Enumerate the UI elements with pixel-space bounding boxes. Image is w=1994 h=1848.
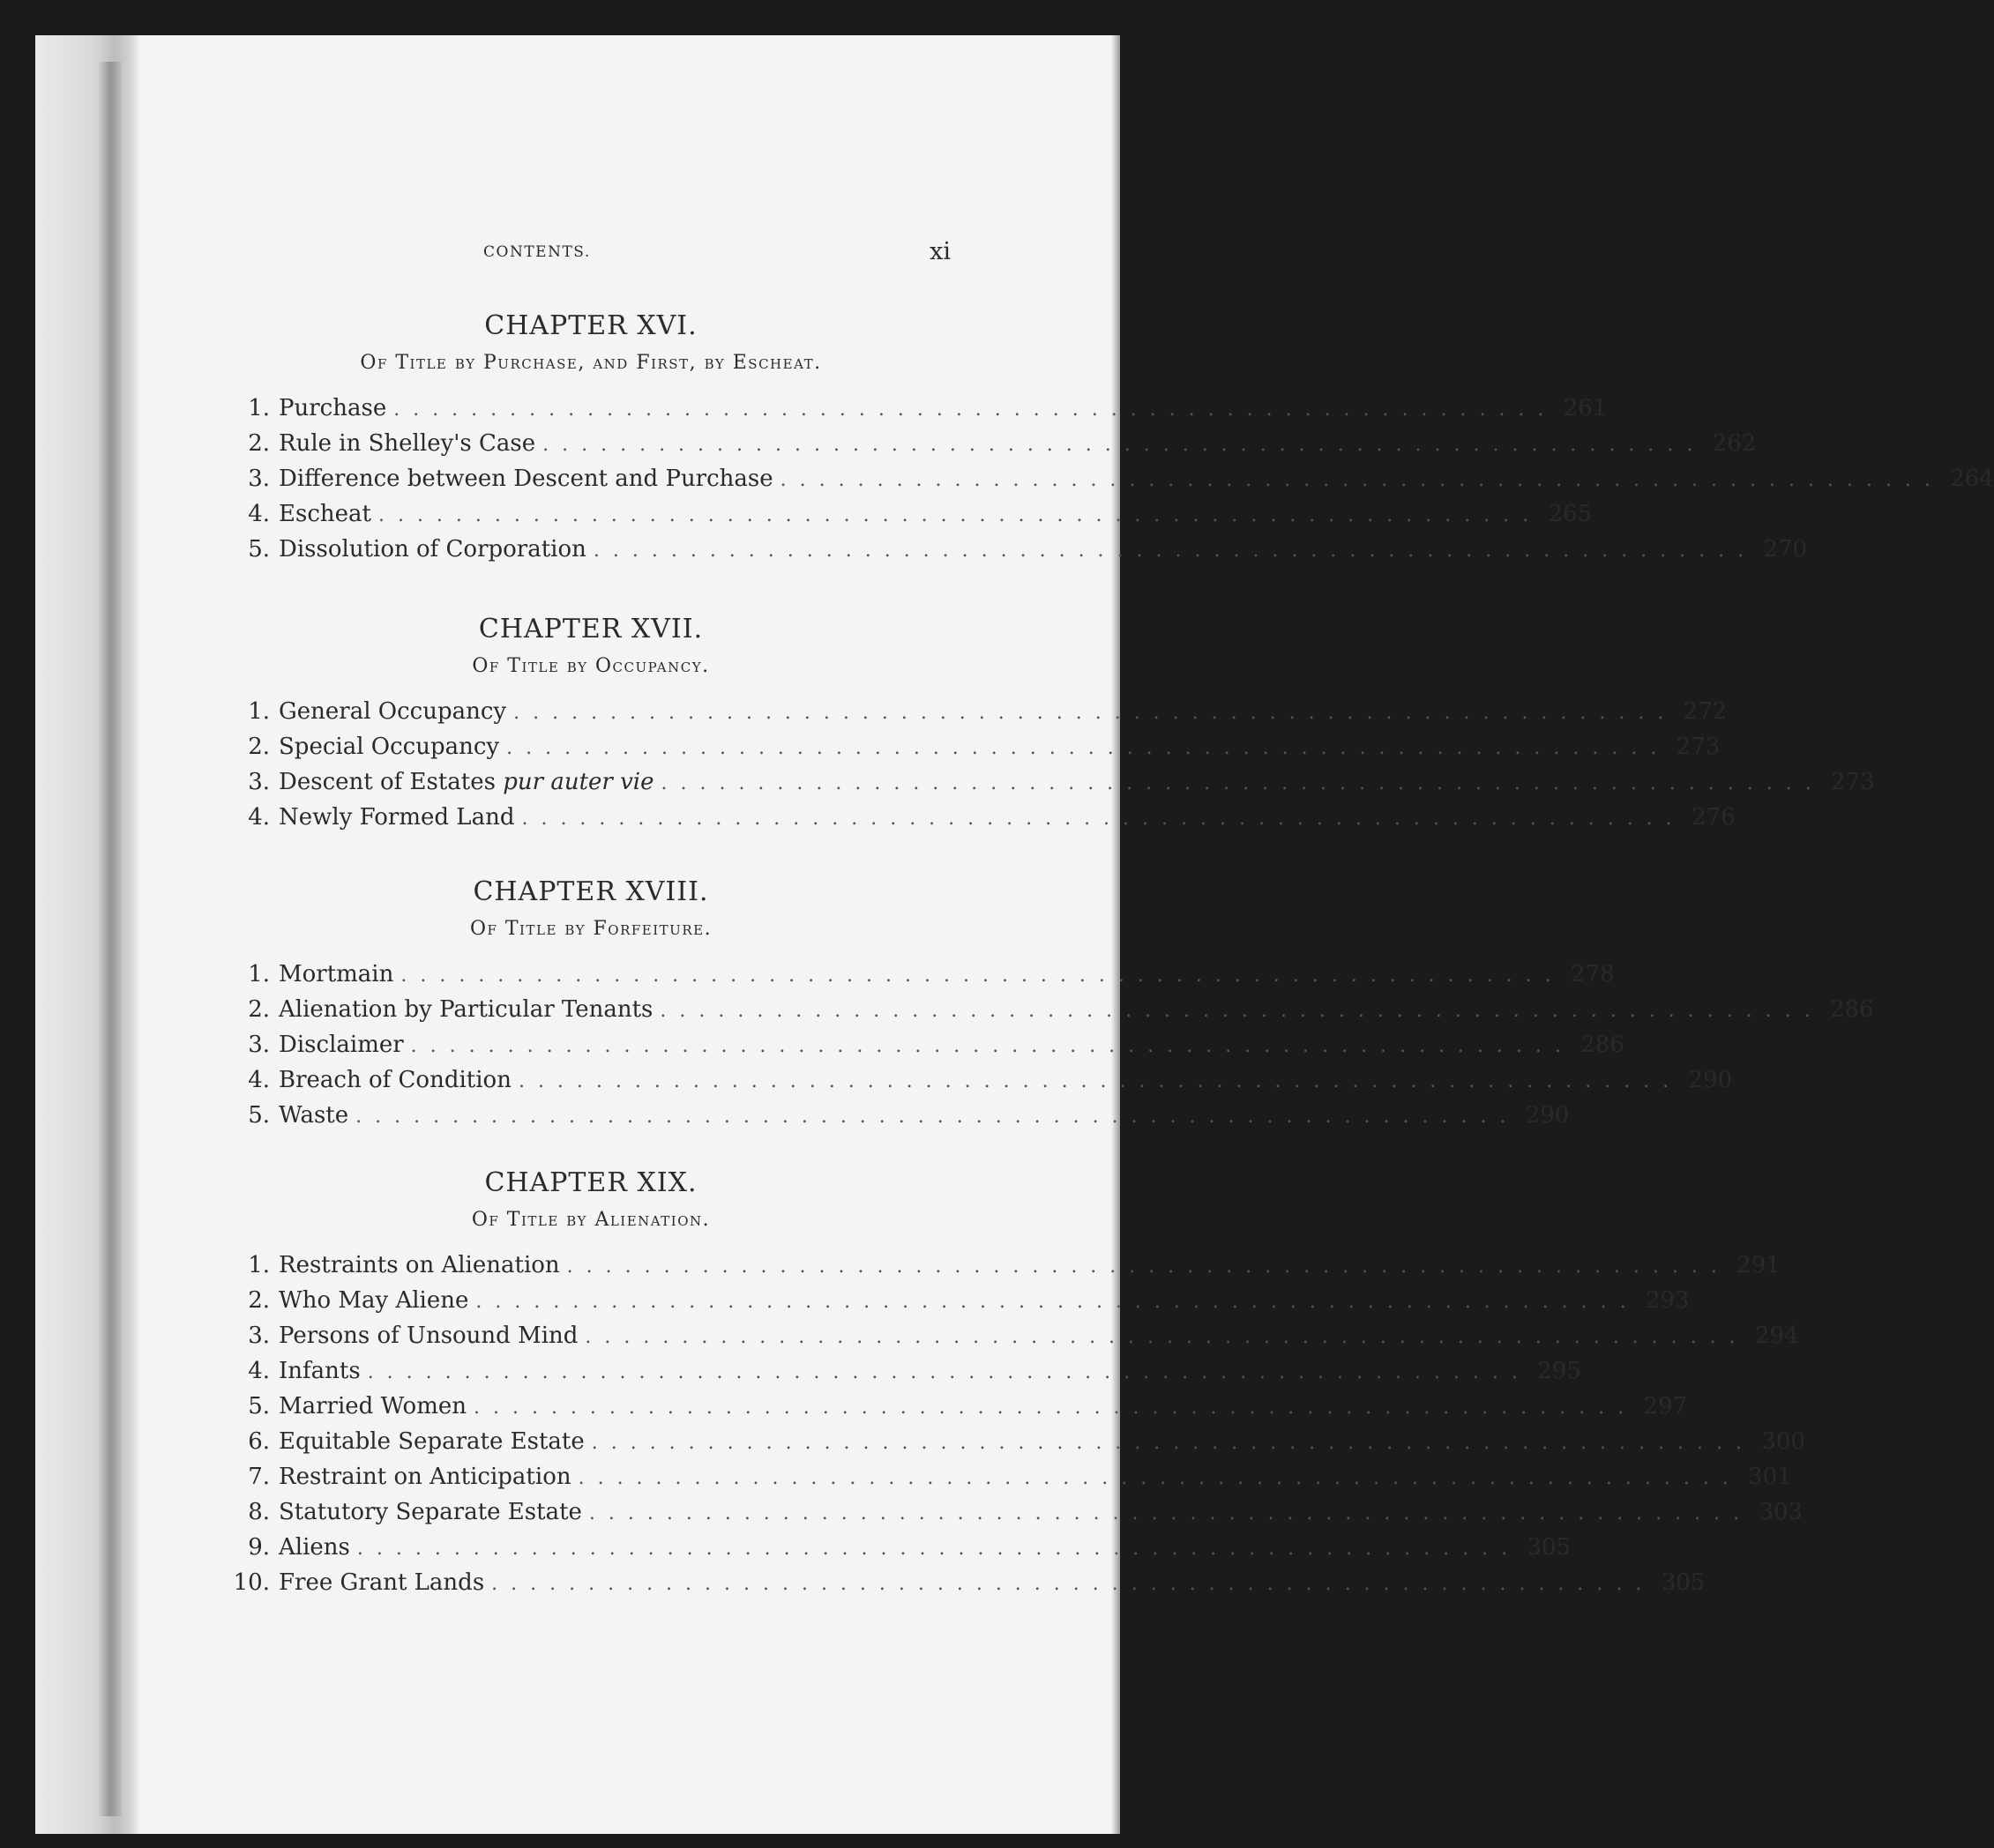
entry-page: 286 bbox=[1829, 996, 1874, 1023]
chapter-subtitle: Of Title by Purchase, and First, by Escheat. bbox=[360, 352, 822, 374]
dot-leader: . . . . . . . . . . . . . . . . . . . . . . . . . . . . . . . . . . . . . . . . . . . . . . . . . . . . . . . . . . . . bbox=[660, 1000, 1814, 1022]
entry-title: Statutory Separate Estate bbox=[279, 1499, 582, 1525]
dot-leader: . . . . . . . . . . . . . . . . . . . . . . . . . . . . . . . . . . . . . . . . . . . . . . . . . . . . . . . . . . . . bbox=[400, 965, 1555, 987]
entry-number: 4. bbox=[248, 1067, 270, 1093]
entry-number: 5. bbox=[248, 1102, 270, 1129]
running-head bbox=[483, 236, 951, 272]
chapter-subtitle: Of Title by Alienation. bbox=[471, 1209, 711, 1231]
toc-entry bbox=[220, 734, 1721, 769]
toc-entry bbox=[220, 769, 1875, 804]
toc-list bbox=[220, 961, 1874, 1137]
entry-page: 305 bbox=[1661, 1569, 1706, 1596]
entry-page: 273 bbox=[1676, 734, 1721, 760]
chapter-heading: CHAPTER XVI. bbox=[484, 310, 698, 341]
entry-number: 1. bbox=[248, 1252, 270, 1278]
entry-number: 9. bbox=[248, 1534, 270, 1561]
dot-leader: . . . . . . . . . . . . . . . . . . . . . . . . . . . . . . . . . . . . . . . . . . . . . . . . . . . . . . . . . . . . bbox=[780, 469, 1934, 491]
toc-list bbox=[220, 395, 1994, 571]
toc-entry bbox=[220, 804, 1736, 839]
toc-entry bbox=[220, 1032, 1624, 1067]
entry-page: 294 bbox=[1754, 1323, 1799, 1349]
toc-entry bbox=[220, 536, 1808, 571]
entry-number: 1. bbox=[248, 698, 270, 725]
dot-leader: . . . . . . . . . . . . . . . . . . . . . . . . . . . . . . . . . . . . . . . . . . . . . . . . . . . . . . . . . . . . bbox=[377, 504, 1533, 526]
entry-page: 273 bbox=[1831, 769, 1875, 795]
toc-entry bbox=[220, 996, 1874, 1032]
entry-title: Persons of Unsound Mind bbox=[279, 1323, 579, 1349]
entry-title: Rule in Shelley's Case bbox=[279, 430, 536, 457]
page-number: xi bbox=[930, 238, 951, 265]
dot-leader: . . . . . . . . . . . . . . . . . . . . . . . . . . . . . . . . . . . . . . . . . . . . . . . . . . . . . . . . . . . . bbox=[566, 1256, 1721, 1278]
entry-number: 2. bbox=[248, 734, 270, 760]
toc-entry bbox=[220, 1393, 1688, 1428]
entry-number: 8. bbox=[248, 1499, 270, 1525]
chapter-xvii bbox=[220, 610, 1875, 839]
entry-title: Newly Formed Land bbox=[279, 804, 515, 831]
toc-entry bbox=[220, 698, 1728, 734]
toc-entry bbox=[220, 1499, 1804, 1534]
entry-title: Infants bbox=[279, 1358, 361, 1384]
dot-leader: . . . . . . . . . . . . . . . . . . . . . . . . . . . . . . . . . . . . . . . . . . . . . . . . . . . . . . . . . . . . bbox=[513, 702, 1668, 724]
dot-leader: . . . . . . . . . . . . . . . . . . . . . . . . . . . . . . . . . . . . . . . . . . . . . . . . . . . . . . . . . . . . bbox=[542, 434, 1697, 456]
entry-number: 3. bbox=[248, 1323, 270, 1349]
dot-leader: . . . . . . . . . . . . . . . . . . . . . . . . . . . . . . . . . . . . . . . . . . . . . . . . . . . . . . . . . . . . bbox=[518, 1070, 1673, 1092]
page-edge bbox=[1111, 35, 1120, 1834]
entry-title: Difference between Descent and Purchase bbox=[279, 466, 773, 492]
toc-entry bbox=[220, 1534, 1572, 1569]
dot-leader: . . . . . . . . . . . . . . . . . . . . . . . . . . . . . . . . . . . . . . . . . . . . . . . . . . . . . . . . . . . . bbox=[355, 1106, 1510, 1128]
toc-entry bbox=[220, 1067, 1733, 1102]
entry-page: 262 bbox=[1712, 430, 1757, 457]
running-title: CONTENTS. bbox=[483, 243, 591, 261]
dot-leader: . . . . . . . . . . . . . . . . . . . . . . . . . . . . . . . . . . . . . . . . . . . . . . . . . . . . . . . . . . . . bbox=[521, 808, 1676, 830]
entry-page: 301 bbox=[1748, 1464, 1792, 1490]
entry-page: 290 bbox=[1525, 1102, 1570, 1129]
page-gutter bbox=[35, 35, 141, 1834]
dot-leader: . . . . . . . . . . . . . . . . . . . . . . . . . . . . . . . . . . . . . . . . . . . . . . . . . . . . . . . . . . . . bbox=[661, 772, 1815, 794]
entry-page: 300 bbox=[1761, 1428, 1805, 1455]
entry-title: Breach of Condition bbox=[279, 1067, 512, 1093]
entry-title: Alienation by Particular Tenants bbox=[279, 996, 653, 1023]
entry-page: 276 bbox=[1692, 804, 1736, 831]
entry-number: 2. bbox=[248, 430, 270, 457]
toc-list bbox=[220, 1252, 1805, 1605]
dot-leader: . . . . . . . . . . . . . . . . . . . . . . . . . . . . . . . . . . . . . . . . . . . . . . . . . . . . . . . . . . . . bbox=[585, 1326, 1739, 1348]
toc-entry bbox=[220, 1428, 1805, 1464]
dot-leader: . . . . . . . . . . . . . . . . . . . . . . . . . . . . . . . . . . . . . . . . . . . . . . . . . . . . . . . . . . . . bbox=[591, 1432, 1745, 1454]
entry-page: 291 bbox=[1736, 1252, 1781, 1278]
entry-page: 305 bbox=[1527, 1534, 1572, 1561]
toc-entry bbox=[220, 1252, 1781, 1287]
entry-page: 272 bbox=[1683, 698, 1728, 725]
entry-page: 286 bbox=[1580, 1032, 1624, 1058]
entry-number: 3. bbox=[248, 1032, 270, 1058]
toc-entry bbox=[220, 395, 1608, 430]
entry-title: Dissolution of Corporation bbox=[279, 536, 586, 563]
entry-number: 2. bbox=[248, 996, 270, 1023]
entry-title: General Occupancy bbox=[279, 698, 507, 725]
entry-title: Equitable Separate Estate bbox=[279, 1428, 585, 1455]
entry-number: 6. bbox=[248, 1428, 270, 1455]
entry-title: Mortmain bbox=[279, 961, 394, 987]
entry-title: Special Occupancy bbox=[279, 734, 500, 760]
entry-number: 5. bbox=[248, 1393, 270, 1420]
entry-number: 7. bbox=[248, 1464, 270, 1490]
dot-leader: . . . . . . . . . . . . . . . . . . . . . . . . . . . . . . . . . . . . . . . . . . . . . . . . . . . . . . . . . . . . bbox=[506, 737, 1661, 759]
entry-number: 3. bbox=[248, 466, 270, 492]
entry-number: 2. bbox=[248, 1287, 270, 1314]
toc-entry bbox=[220, 501, 1593, 536]
toc-entry bbox=[220, 1102, 1570, 1137]
entry-title: Free Grant Lands bbox=[279, 1569, 485, 1596]
entry-page: 293 bbox=[1645, 1287, 1690, 1314]
chapter-heading: CHAPTER XVIII. bbox=[473, 876, 709, 907]
toc-list bbox=[220, 698, 1875, 839]
dot-leader: . . . . . . . . . . . . . . . . . . . . . . . . . . . . . . . . . . . . . . . . . . . . . . . . . . . . . . . . . . . . bbox=[393, 399, 1548, 421]
dot-leader: . . . . . . . . . . . . . . . . . . . . . . . . . . . . . . . . . . . . . . . . . . . . . . . . . . . . . . . . . . . . bbox=[367, 1361, 1521, 1383]
entry-title: Purchase bbox=[279, 395, 387, 421]
entry-number: 4. bbox=[248, 1358, 270, 1384]
entry-page: 303 bbox=[1759, 1499, 1804, 1525]
toc-entry bbox=[220, 1358, 1581, 1393]
dot-leader: . . . . . . . . . . . . . . . . . . . . . . . . . . . . . . . . . . . . . . . . . . . . . . . . . . . . . . . . . . . . bbox=[475, 1291, 1630, 1313]
toc-entry bbox=[220, 1569, 1706, 1605]
chapter-xix bbox=[220, 1164, 1805, 1605]
entry-page: 297 bbox=[1643, 1393, 1688, 1420]
toc-entry bbox=[220, 430, 1757, 466]
entry-title: Married Women bbox=[279, 1393, 467, 1420]
chapter-subtitle: Of Title by Occupancy. bbox=[472, 655, 710, 677]
entry-number: 10. bbox=[233, 1569, 270, 1596]
toc-entry bbox=[220, 1464, 1792, 1499]
chapter-subtitle: Of Title by Forfeiture. bbox=[469, 918, 713, 940]
entry-page: 261 bbox=[1563, 395, 1608, 421]
toc-entry bbox=[220, 466, 1994, 501]
entry-title-italic: pur auter vie bbox=[503, 769, 654, 795]
dot-leader: . . . . . . . . . . . . . . . . . . . . . . . . . . . . . . . . . . . . . . . . . . . . . . . . . . . . . . . . . . . . bbox=[356, 1538, 1512, 1560]
entry-number: 5. bbox=[248, 536, 270, 563]
dot-leader: . . . . . . . . . . . . . . . . . . . . . . . . . . . . . . . . . . . . . . . . . . . . . . . . . . . . . . . . . . . . bbox=[474, 1397, 1628, 1419]
entry-title: Aliens bbox=[279, 1534, 350, 1561]
entry-title: Restraints on Alienation bbox=[279, 1252, 560, 1278]
entry-title: Restraint on Anticipation bbox=[279, 1464, 571, 1490]
dot-leader: . . . . . . . . . . . . . . . . . . . . . . . . . . . . . . . . . . . . . . . . . . . . . . . . . . . . . . . . . . . . bbox=[578, 1467, 1732, 1489]
toc-entry bbox=[220, 1287, 1690, 1323]
entry-page: 278 bbox=[1570, 961, 1615, 987]
entry-number: 3. bbox=[248, 769, 270, 795]
chapter-xviii bbox=[220, 873, 1874, 1137]
entry-title: Escheat bbox=[279, 501, 371, 527]
spine-shadow bbox=[99, 62, 122, 1816]
entry-number: 1. bbox=[248, 961, 270, 987]
chapter-heading: CHAPTER XIX. bbox=[484, 1167, 698, 1198]
entry-number: 4. bbox=[248, 501, 270, 527]
chapter-xvi bbox=[220, 307, 1994, 571]
entry-number: 4. bbox=[248, 804, 270, 831]
toc-entry bbox=[220, 961, 1615, 996]
entry-number: 1. bbox=[248, 395, 270, 421]
entry-title: Disclaimer bbox=[279, 1032, 404, 1058]
toc-entry bbox=[220, 1323, 1799, 1358]
dot-leader: . . . . . . . . . . . . . . . . . . . . . . . . . . . . . . . . . . . . . . . . . . . . . . . . . . . . . . . . . . . . bbox=[593, 540, 1748, 562]
entry-page: 270 bbox=[1763, 536, 1808, 563]
entry-page: 290 bbox=[1688, 1067, 1733, 1093]
dot-leader: . . . . . . . . . . . . . . . . . . . . . . . . . . . . . . . . . . . . . . . . . . . . . . . . . . . . . . . . . . . . bbox=[410, 1035, 1565, 1057]
chapter-heading: CHAPTER XVII. bbox=[478, 614, 704, 645]
dot-leader: . . . . . . . . . . . . . . . . . . . . . . . . . . . . . . . . . . . . . . . . . . . . . . . . . . . . . . . . . . . . bbox=[588, 1502, 1744, 1524]
entry-title: Waste bbox=[279, 1102, 349, 1129]
entry-title-roman: Descent of Estates bbox=[279, 769, 496, 795]
entry-title bbox=[279, 769, 654, 795]
entry-page: 264 bbox=[1950, 466, 1994, 492]
entry-title: Who May Aliene bbox=[279, 1287, 469, 1314]
dot-leader: . . . . . . . . . . . . . . . . . . . . . . . . . . . . . . . . . . . . . . . . . . . . . . . . . . . . . . . . . . . . bbox=[491, 1573, 1646, 1595]
entry-page: 295 bbox=[1537, 1358, 1581, 1384]
entry-page: 265 bbox=[1548, 501, 1593, 527]
